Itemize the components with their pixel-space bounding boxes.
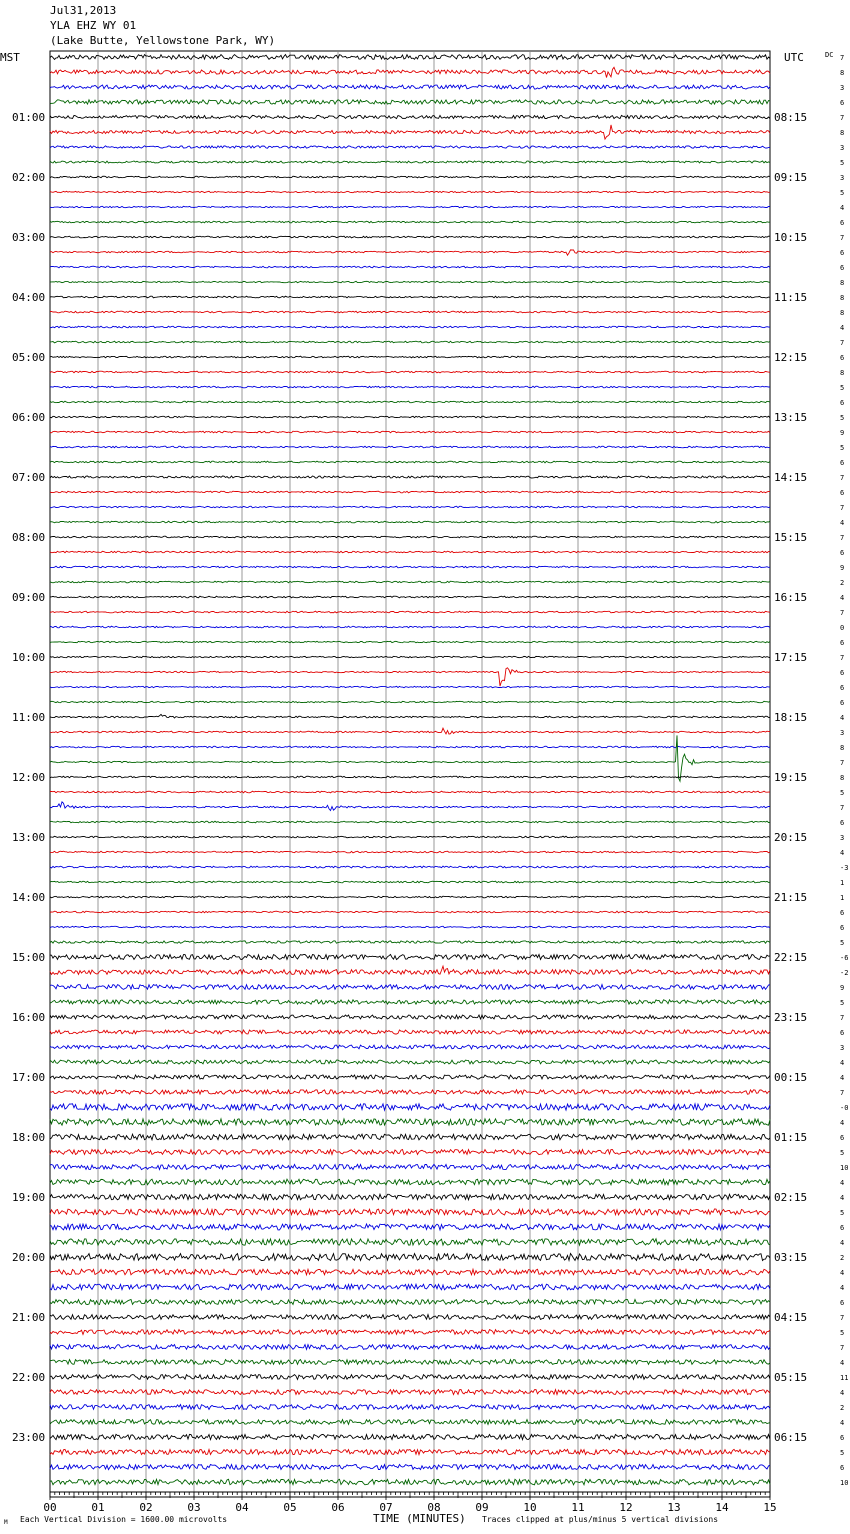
- dc-offset-value: 1: [840, 894, 845, 902]
- dc-offset-value: 5: [840, 414, 845, 422]
- seismic-trace: [50, 326, 770, 328]
- dc-offset-value: -3: [840, 864, 849, 872]
- seismic-trace: [50, 1269, 770, 1275]
- seismic-trace: [50, 581, 770, 583]
- seismic-trace: [50, 1164, 770, 1169]
- dc-offset-value: 6: [840, 819, 845, 827]
- dc-offset-value: 0: [840, 624, 845, 632]
- dc-offset-value: 7: [840, 759, 845, 767]
- seismic-trace: [50, 67, 770, 77]
- clip-note: Traces clipped at plus/minus 5 vertical divisions: [482, 1515, 719, 1524]
- dc-offset-value: 4: [840, 1389, 845, 1397]
- seismic-trace: [50, 1090, 770, 1094]
- dc-offset-value: 7: [840, 339, 845, 347]
- seismic-trace: [50, 1284, 770, 1290]
- dc-offset-value: 7: [840, 504, 845, 512]
- record-date: Jul31,2013: [50, 4, 117, 17]
- dc-offset-value: 4: [840, 1119, 845, 1127]
- dc-offset-value: 4: [840, 1059, 845, 1067]
- seismic-trace: [50, 1434, 770, 1439]
- seismic-trace: [50, 1464, 770, 1469]
- seismic-trace: [50, 521, 770, 523]
- seismic-trace: [50, 191, 770, 192]
- dc-offset-value: -6: [840, 954, 849, 962]
- seismic-trace: [50, 161, 770, 163]
- right-hour-label: 23:15: [774, 1011, 808, 1024]
- dc-offset-value: 4: [840, 714, 845, 722]
- dc-offset-value: 8: [840, 744, 845, 752]
- dc-offset-value: 7: [840, 114, 845, 122]
- dc-offset-value: 5: [840, 999, 845, 1007]
- seismic-trace: [50, 791, 770, 793]
- left-hour-label: 19:00: [12, 1191, 46, 1204]
- plot-frame: [50, 51, 770, 1497]
- seismic-trace: [50, 236, 770, 238]
- left-hour-label: 05:00: [12, 351, 46, 364]
- seismic-trace: [50, 686, 770, 687]
- dc-offset-value: 7: [840, 1344, 845, 1352]
- seismic-trace: [50, 1030, 770, 1034]
- dc-offset-value: 6: [840, 399, 845, 407]
- seismic-trace: [50, 1224, 770, 1230]
- seismic-trace: [50, 1390, 770, 1395]
- dc-offset-value: 6: [840, 669, 845, 677]
- dc-label: DC: [825, 51, 834, 59]
- dc-offset-value: 6: [840, 1224, 845, 1232]
- right-hour-label: 00:15: [774, 1071, 808, 1084]
- x-tick-label: 14: [715, 1501, 729, 1514]
- seismic-trace: [50, 476, 770, 478]
- seismic-trace: [50, 821, 770, 823]
- dc-offset-value: 10: [840, 1164, 849, 1172]
- dc-offset-value: -2: [840, 969, 849, 977]
- seismic-trace: [50, 296, 770, 298]
- seismic-trace: [50, 401, 770, 403]
- seismic-trace: [50, 1134, 770, 1140]
- right-hour-label: 02:15: [774, 1191, 808, 1204]
- dc-offset-value: 4: [840, 324, 845, 332]
- seismic-trace: [50, 1000, 770, 1004]
- right-timezone-label: UTC: [784, 51, 804, 64]
- seismic-trace: [50, 1179, 770, 1185]
- seismic-trace: [50, 115, 770, 118]
- x-tick-label: 00: [43, 1501, 57, 1514]
- seismic-trace: [50, 1045, 770, 1049]
- seismic-trace: [50, 641, 770, 642]
- dc-offset-value: 8: [840, 309, 845, 317]
- seismic-trace: [50, 656, 770, 657]
- left-hour-label: 18:00: [12, 1131, 46, 1144]
- dc-offset-value: 7: [840, 804, 845, 812]
- right-hour-label: 05:15: [774, 1371, 808, 1384]
- dc-offset-value: 4: [840, 1074, 845, 1082]
- left-hour-label: 11:00: [12, 711, 46, 724]
- seismic-trace: [50, 551, 770, 553]
- seismic-trace: [50, 1254, 770, 1261]
- right-hour-label: 15:15: [774, 531, 808, 544]
- left-hour-label: 06:00: [12, 411, 46, 424]
- dc-offset-value: 5: [840, 189, 845, 197]
- left-hour-label: 12:00: [12, 771, 46, 784]
- right-hour-label: 21:15: [774, 891, 808, 904]
- scale-note: Each Vertical Division = 1600.00 microvolts: [20, 1515, 228, 1524]
- seismic-trace: [50, 446, 770, 448]
- dc-offset-value: 7: [840, 534, 845, 542]
- x-tick-label: 03: [187, 1501, 201, 1514]
- left-hour-label: 14:00: [12, 891, 46, 904]
- left-hour-label: 17:00: [12, 1071, 46, 1084]
- dc-offset-value: 8: [840, 774, 845, 782]
- right-hour-label: 01:15: [774, 1131, 808, 1144]
- seismic-trace: [50, 1015, 770, 1019]
- seismic-trace: [50, 506, 770, 508]
- seismic-trace: [50, 1060, 770, 1064]
- dc-offset-value: 6: [840, 684, 845, 692]
- dc-offset-value: 3: [840, 729, 845, 737]
- x-tick-label: 01: [91, 1501, 105, 1514]
- dc-offset-value: 8: [840, 69, 845, 77]
- dc-offset-value: 10: [840, 1479, 849, 1487]
- seismic-trace: [50, 851, 770, 853]
- right-hour-label: 10:15: [774, 231, 808, 244]
- dc-offset-value: 5: [840, 159, 845, 167]
- dc-offset-value: 6: [840, 1464, 845, 1472]
- seismic-trace: [50, 356, 770, 358]
- left-hour-label: 03:00: [12, 231, 46, 244]
- dc-offset-value: 5: [840, 939, 845, 947]
- seismic-trace: [50, 1194, 770, 1200]
- dc-offset-value: 6: [840, 924, 845, 932]
- dc-offset-value: 7: [840, 654, 845, 662]
- dc-offset-value: 6: [840, 249, 845, 257]
- seismic-trace: [50, 1330, 770, 1335]
- dc-offset-value: 6: [840, 549, 845, 557]
- dc-offset-value: 4: [840, 1239, 845, 1247]
- dc-offset-value: 6: [840, 219, 845, 227]
- left-hour-label: 01:00: [12, 111, 46, 124]
- dc-offset-value: 9: [840, 984, 845, 992]
- seismic-trace: [50, 776, 770, 778]
- seismic-trace: [50, 896, 770, 898]
- seismic-trace: [50, 431, 770, 433]
- dc-offset-value: 2: [840, 579, 845, 587]
- seismic-trace: [50, 1315, 770, 1320]
- x-tick-label: 09: [475, 1501, 489, 1514]
- x-tick-label: 11: [571, 1501, 585, 1514]
- left-hour-label: 21:00: [12, 1311, 46, 1324]
- seismic-trace: [50, 1449, 770, 1454]
- seismic-trace: [50, 1345, 770, 1350]
- dc-offset-value: 4: [840, 1194, 845, 1202]
- dc-offset-value: 4: [840, 1359, 845, 1367]
- x-tick-label: 06: [331, 1501, 345, 1514]
- seismic-trace: [50, 1209, 770, 1215]
- seismic-trace: [50, 701, 770, 702]
- dc-offset-value: 4: [840, 204, 845, 212]
- dc-offset-value: 3: [840, 1044, 845, 1052]
- dc-offset-value: 4: [840, 594, 845, 602]
- right-hour-label: 06:15: [774, 1431, 808, 1444]
- dc-offset-value: 5: [840, 1149, 845, 1157]
- dc-offset-value: 6: [840, 489, 845, 497]
- x-tick-label: 12: [619, 1501, 633, 1514]
- seismic-trace: [50, 1239, 770, 1245]
- dc-offset-value: 7: [840, 1314, 845, 1322]
- right-hour-label: 13:15: [774, 411, 808, 424]
- seismic-trace: [50, 146, 770, 148]
- dc-offset-value: 6: [840, 264, 845, 272]
- left-hour-label: 10:00: [12, 651, 46, 664]
- seismic-trace: [50, 100, 770, 104]
- dc-offset-value: 4: [840, 519, 845, 527]
- dc-offset-value: 2: [840, 1254, 845, 1262]
- dc-offset-value: 9: [840, 564, 845, 572]
- seismic-trace: [50, 836, 770, 838]
- dc-offset-value: 4: [840, 1419, 845, 1427]
- footer-mark: M: [4, 1519, 8, 1526]
- left-hour-label: 09:00: [12, 591, 46, 604]
- seismic-trace: [50, 1075, 770, 1079]
- seismic-trace: [50, 311, 770, 313]
- dc-offset-value: 9: [840, 429, 845, 437]
- seismic-trace: [50, 1479, 770, 1485]
- seismic-trace: [50, 341, 770, 343]
- seismic-trace: [50, 611, 770, 613]
- dc-offset-value: 4: [840, 1269, 845, 1277]
- left-hour-label: 23:00: [12, 1431, 46, 1444]
- right-hour-label: 11:15: [774, 291, 808, 304]
- dc-offset-value: 6: [840, 99, 845, 107]
- seismic-trace: [50, 281, 770, 282]
- dc-offset-value: 4: [840, 1284, 845, 1292]
- dc-offset-value: -0: [840, 1104, 849, 1112]
- station-code: YLA EHZ WY 01: [50, 19, 137, 32]
- dc-offset-value: 5: [840, 1329, 845, 1337]
- seismic-trace: [50, 461, 770, 463]
- dc-offset-value: 3: [840, 84, 845, 92]
- dc-offset-value: 8: [840, 279, 845, 287]
- seismic-trace: [50, 926, 770, 928]
- dc-offset-value: 1: [840, 879, 845, 887]
- dc-offset-value: 5: [840, 1209, 845, 1217]
- dc-offset-value: 6: [840, 639, 845, 647]
- seismic-trace: [50, 221, 770, 223]
- seismic-trace: [50, 728, 770, 734]
- seismic-trace: [50, 206, 770, 207]
- x-tick-label: 10: [523, 1501, 537, 1514]
- right-hour-label: 16:15: [774, 591, 808, 604]
- seismic-trace: [50, 85, 770, 89]
- dc-offset-value: 7: [840, 609, 845, 617]
- x-tick-label: 02: [139, 1501, 153, 1514]
- dc-offset-value: 8: [840, 129, 845, 137]
- dc-offset-value: 5: [840, 789, 845, 797]
- seismic-trace: [50, 566, 770, 568]
- dc-offset-value: 7: [840, 1014, 845, 1022]
- seismic-trace: [50, 55, 770, 60]
- seismic-trace: [50, 1300, 770, 1305]
- seismic-trace: [50, 596, 770, 598]
- x-tick-label: 15: [763, 1501, 777, 1514]
- seismic-trace: [50, 746, 770, 748]
- right-hour-label: 08:15: [774, 111, 808, 124]
- dc-offset-value: 3: [840, 144, 845, 152]
- seismic-trace: [50, 881, 770, 883]
- seismic-trace: [50, 491, 770, 493]
- seismic-trace: [50, 735, 770, 781]
- x-tick-label: 04: [235, 1501, 249, 1514]
- seismic-trace: [50, 1375, 770, 1380]
- dc-offset-value: 6: [840, 1434, 845, 1442]
- seismic-trace: [50, 1360, 770, 1365]
- seismic-trace: [50, 536, 770, 538]
- dc-offset-value: 4: [840, 1179, 845, 1187]
- right-hour-label: 03:15: [774, 1251, 808, 1264]
- seismic-trace: [50, 266, 770, 268]
- dc-offset-value: 7: [840, 234, 845, 242]
- seismic-trace: [50, 966, 770, 974]
- seismic-trace: [50, 125, 770, 139]
- seismic-trace: [50, 714, 770, 718]
- left-hour-label: 22:00: [12, 1371, 46, 1384]
- right-hour-label: 18:15: [774, 711, 808, 724]
- seismic-trace: [50, 1420, 770, 1425]
- right-hour-label: 20:15: [774, 831, 808, 844]
- x-tick-label: 05: [283, 1501, 297, 1514]
- dc-offset-value: 5: [840, 384, 845, 392]
- dc-offset-value: 11: [840, 1374, 849, 1382]
- left-hour-label: 13:00: [12, 831, 46, 844]
- dc-offset-value: 6: [840, 354, 845, 362]
- dc-offset-value: 5: [840, 444, 845, 452]
- dc-offset-value: 7: [840, 1089, 845, 1097]
- seismic-trace: [50, 866, 770, 868]
- seismic-trace: [50, 416, 770, 418]
- seismic-trace: [50, 626, 770, 628]
- seismic-trace: [50, 250, 770, 255]
- left-hour-label: 08:00: [12, 531, 46, 544]
- left-hour-label: 02:00: [12, 171, 46, 184]
- left-hour-label: 15:00: [12, 951, 46, 964]
- dc-offset-value: 4: [840, 849, 845, 857]
- right-hour-label: 14:15: [774, 471, 808, 484]
- right-hour-label: 12:15: [774, 351, 808, 364]
- left-hour-label: 20:00: [12, 1251, 46, 1264]
- dc-offset-value: 2: [840, 1404, 845, 1412]
- seismic-trace: [50, 1405, 770, 1410]
- dc-offset-value: 3: [840, 174, 845, 182]
- right-hour-label: 19:15: [774, 771, 808, 784]
- dc-offset-value: 3: [840, 834, 845, 842]
- x-axis-title: TIME (MINUTES): [373, 1512, 466, 1525]
- seismic-trace: [50, 1119, 770, 1125]
- seismic-trace: [50, 386, 770, 388]
- right-hour-label: 04:15: [774, 1311, 808, 1324]
- dc-offset-value: 7: [840, 474, 845, 482]
- x-tick-label: 07: [379, 1501, 393, 1514]
- left-hour-label: 07:00: [12, 471, 46, 484]
- dc-offset-value: 6: [840, 1299, 845, 1307]
- station-location: (Lake Butte, Yellowstone Park, WY): [50, 34, 276, 47]
- dc-offset-value: 6: [840, 909, 845, 917]
- seismic-trace: [50, 955, 770, 960]
- dc-offset-value: 7: [840, 54, 845, 62]
- dc-offset-value: 6: [840, 699, 845, 707]
- seismic-trace: [50, 1104, 770, 1110]
- seismic-trace: [50, 668, 770, 686]
- seismic-trace: [50, 371, 770, 373]
- left-hour-label: 16:00: [12, 1011, 46, 1024]
- right-hour-label: 17:15: [774, 651, 808, 664]
- left-hour-label: 04:00: [12, 291, 46, 304]
- dc-offset-value: 6: [840, 1029, 845, 1037]
- right-hour-label: 22:15: [774, 951, 808, 964]
- dc-offset-value: 6: [840, 459, 845, 467]
- seismic-trace: [50, 1150, 770, 1155]
- x-tick-label: 08: [427, 1501, 441, 1514]
- dc-offset-value: 6: [840, 1134, 845, 1142]
- dc-offset-value: 5: [840, 1449, 845, 1457]
- seismic-trace: [50, 941, 770, 943]
- seismic-trace: [50, 911, 770, 913]
- left-timezone-label: MST: [0, 51, 20, 64]
- x-tick-label: 13: [667, 1501, 681, 1514]
- seismic-trace: [50, 176, 770, 178]
- dc-offset-value: 8: [840, 294, 845, 302]
- seismic-trace: [50, 802, 770, 811]
- dc-offset-value: 8: [840, 369, 845, 377]
- right-hour-label: 09:15: [774, 171, 808, 184]
- seismic-trace: [50, 985, 770, 990]
